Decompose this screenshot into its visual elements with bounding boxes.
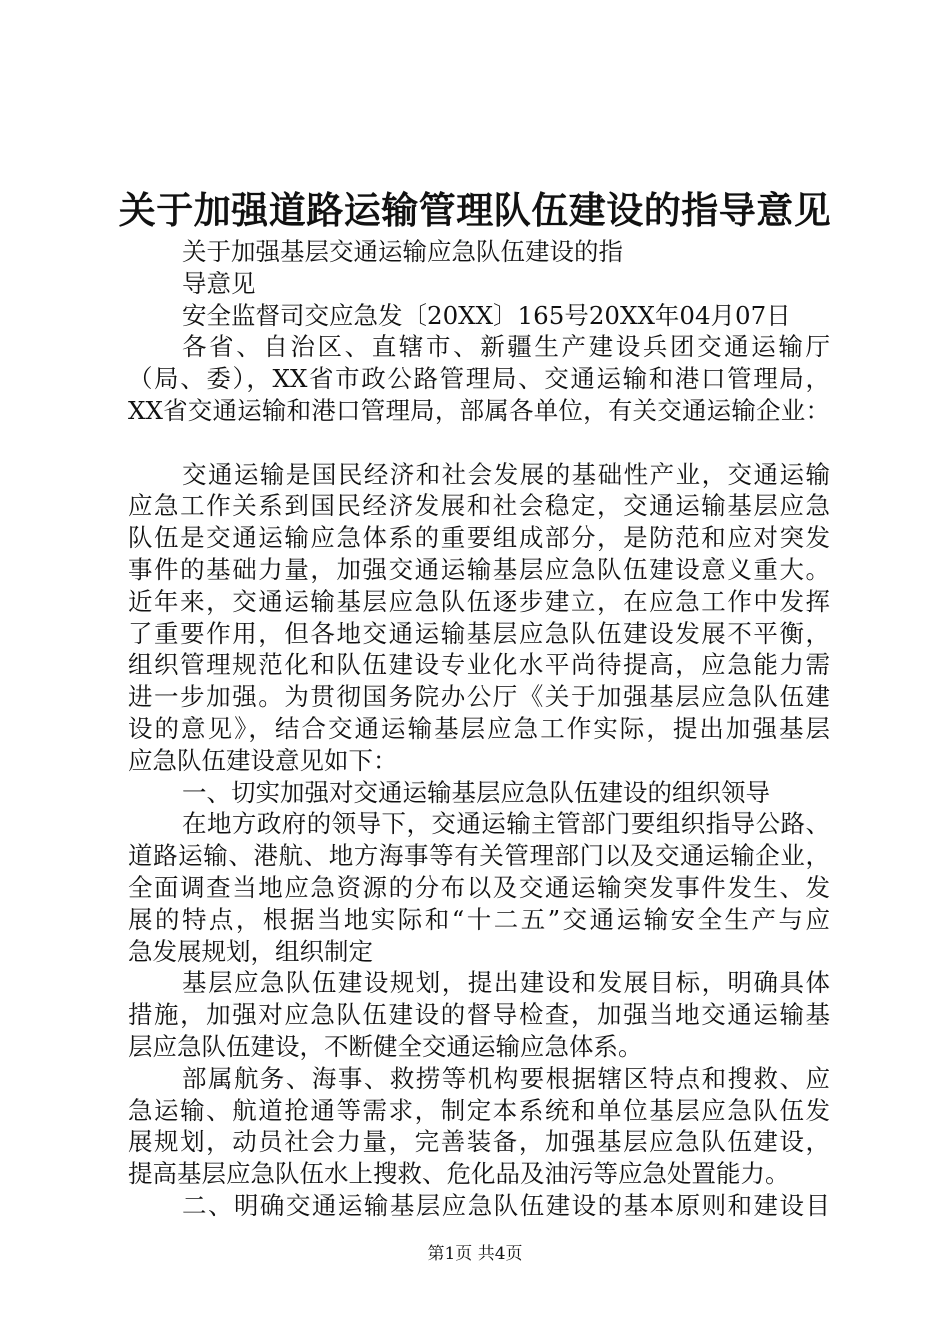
paragraph-line: 急运输、航道抢通等需求，制定本系统和单位基层应急队伍发 (128, 1095, 830, 1125)
paragraph-line: 在地方政府的领导下，交通运输主管部门要组织指导公路、 (182, 809, 830, 839)
paragraph-line: 近年来，交通运输基层应急队伍逐步建立，在应急工作中发挥 (128, 586, 830, 616)
paragraph-line: 队伍是交通运输应急体系的重要组成部分，是防范和应对突发 (128, 523, 830, 553)
subtitle-line: 导意见 (182, 268, 256, 298)
section-heading: 二、明确交通运输基层应急队伍建设的基本原则和建设目 (182, 1190, 830, 1220)
paragraph-line: 展规划，动员社会力量，完善装备，加强基层应急队伍建设， (128, 1127, 830, 1157)
paragraph-line: 全面调查当地应急资源的分布以及交通运输突发事件发生、发 (128, 872, 830, 902)
paragraph-line: 进一步加强。为贯彻国务院办公厅《关于加强基层应急队伍建 (128, 682, 830, 712)
paragraph-line: 急发展规划，组织制定 (128, 936, 373, 966)
addressee-line: 各省、自治区、直辖市、新疆生产建设兵团交通运输厅 (182, 332, 830, 362)
paragraph-line: 展的特点，根据当地实际和“十二五”交通运输安全生产与应 (128, 904, 830, 934)
paragraph-line: 层应急队伍建设，不断健全交通运输应急体系。 (128, 1031, 643, 1061)
blank-line (128, 427, 830, 459)
subtitle-line: 关于加强基层交通运输应急队伍建设的指 (182, 237, 623, 266)
paragraph-line: 应急工作关系到国民经济发展和社会稳定，交通运输基层应急 (128, 491, 830, 521)
document-title: 关于加强道路运输管理队伍建设的指导意见 (118, 188, 832, 232)
paragraph-line: 组织管理规范化和队伍建设专业化水平尚待提高，应急能力需 (128, 650, 830, 680)
paragraph-line: 了重要作用，但各地交通运输基层应急队伍建设发展不平衡， (128, 618, 830, 648)
issuing-info: 安全监督司交应急发〔20XX〕165号20XX年04月07日 (182, 300, 791, 330)
paragraph-line: 提高基层应急队伍水上搜救、危化品及油污等应急处置能力。 (128, 1159, 790, 1189)
paragraph-line: 道路运输、港航、地方海事等有关管理部门以及交通运输企业， (128, 841, 830, 871)
document-body (128, 236, 830, 1222)
page-footer: 第1页 共4页 (427, 1244, 523, 1264)
paragraph-line: 应急队伍建设意见如下： (128, 745, 398, 775)
paragraph-line: 基层应急队伍建设规划，提出建设和发展目标，明确具体 (182, 968, 830, 998)
paragraph-line: 交通运输是国民经济和社会发展的基础性产业，交通运输 (182, 459, 830, 489)
paragraph-line: 措施，加强对应急队伍建设的督导检查，加强当地交通运输基 (128, 1000, 830, 1030)
addressee-line: （局、委），XX省市政公路管理局、交通运输和港口管理局， (128, 364, 830, 394)
section-heading: 一、切实加强对交通运输基层应急队伍建设的组织领导 (182, 777, 770, 807)
paragraph-line: 事件的基础力量，加强交通运输基层应急队伍建设意义重大。 (128, 554, 830, 584)
addressee-line: XX省交通运输和港口管理局，部属各单位，有关交通运输企业： (128, 395, 830, 425)
paragraph-line: 部属航务、海事、救捞等机构要根据辖区特点和搜救、应 (182, 1063, 830, 1093)
paragraph-line: 设的意见》，结合交通运输基层应急工作实际，提出加强基层 (128, 713, 830, 743)
